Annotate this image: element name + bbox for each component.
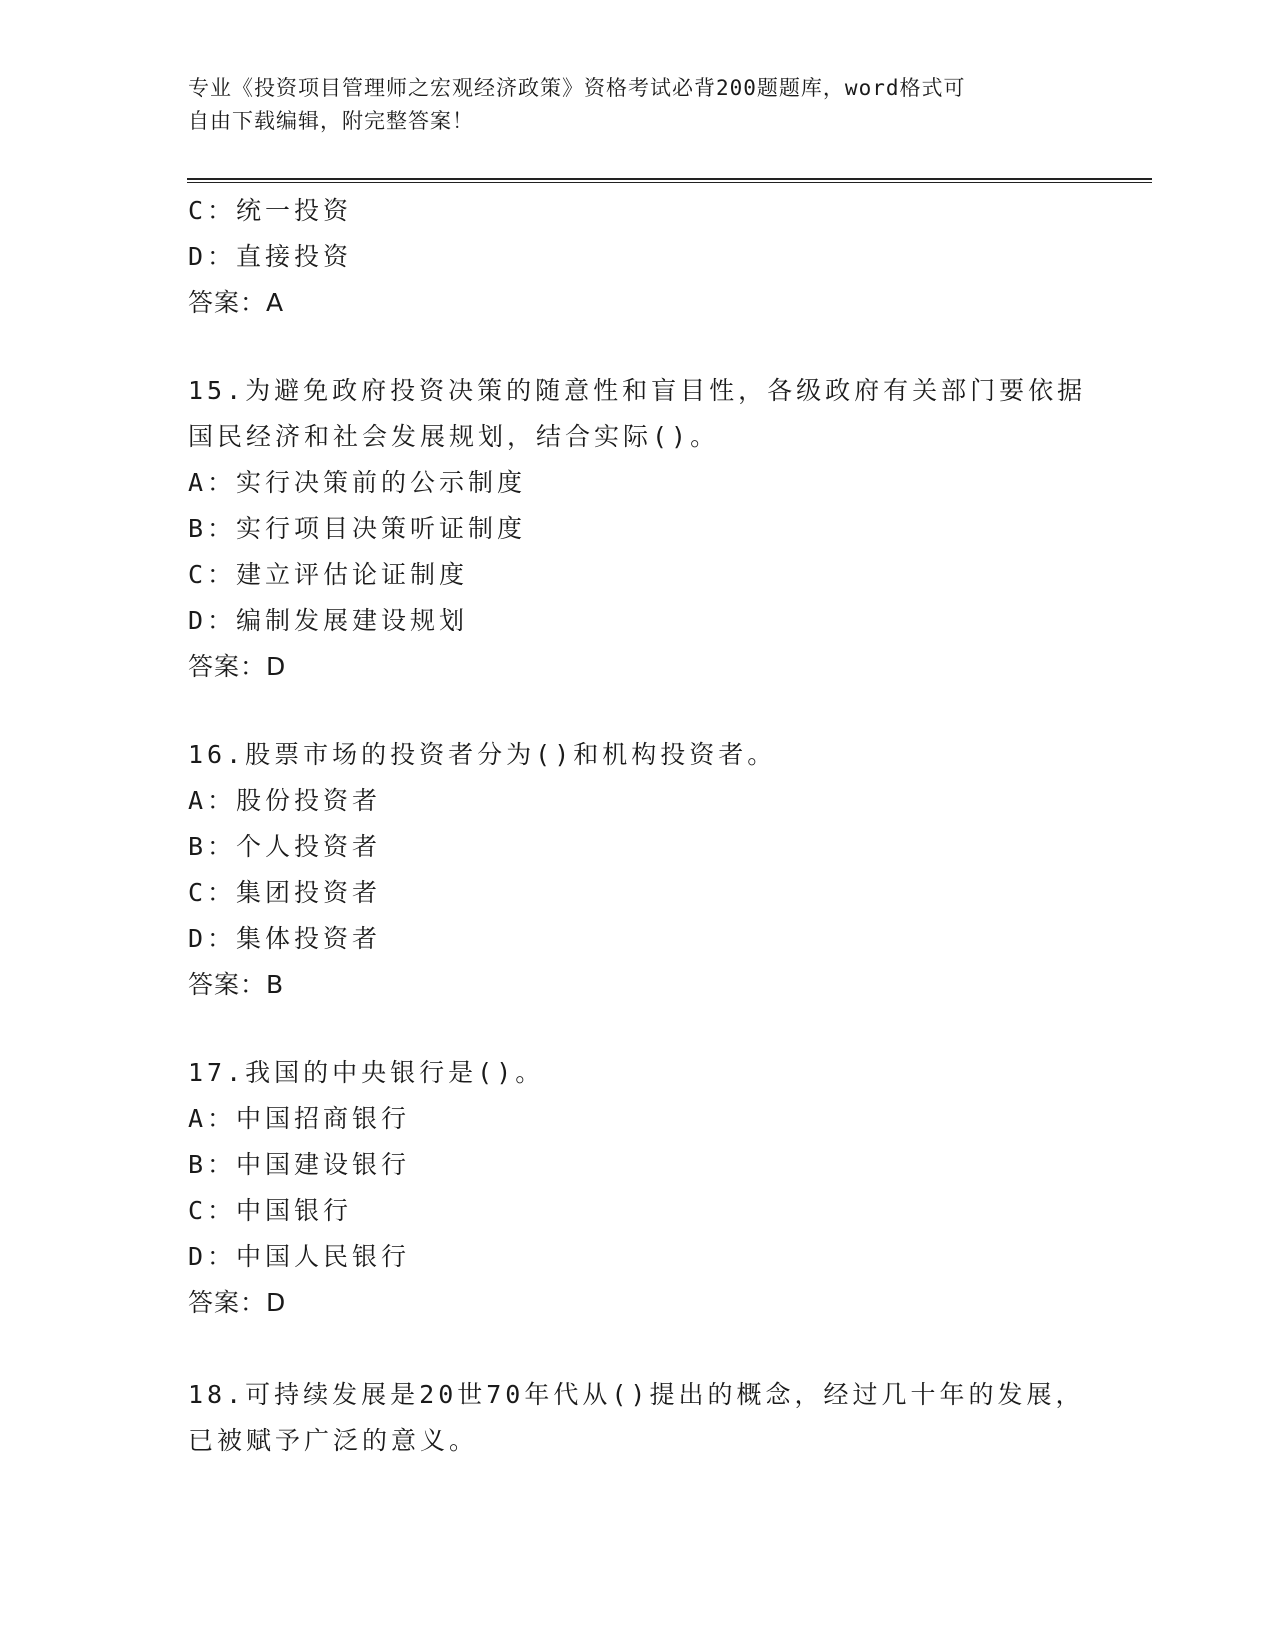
option-c: C：统一投资 [188,196,353,225]
header-line-1: 专业《投资项目管理师之宏观经济政策》资格考试必背200题题库，word格式可 [188,76,966,100]
option-a: A：实行决策前的公示制度 [188,468,527,497]
question-15 [188,368,1108,690]
question-16 [188,732,1108,1008]
option-d: D：集体投资者 [188,924,382,953]
document-header [188,72,1088,138]
question-stem: 15.为避免政府投资决策的随意性和盲目性，各级政府有关部门要依据 [188,376,1087,405]
option-b: B：个人投资者 [188,832,382,861]
question-stem: 17.我国的中央银行是()。 [188,1058,545,1087]
answer: 答案：B [188,970,285,999]
option-d: D：编制发展建设规划 [188,606,469,635]
spacer [188,690,1108,732]
spacer [188,1008,1108,1050]
answer: 答案：A [188,288,285,317]
answer: 答案：D [188,1288,287,1317]
answer: 答案：D [188,652,287,681]
question-14-tail [188,188,1108,326]
question-18 [188,1372,1108,1464]
spacer [188,1326,1108,1372]
option-d: D：中国人民银行 [188,1242,411,1271]
option-a: A：中国招商银行 [188,1104,411,1133]
question-stem-continued: 已被赋予广泛的意义。 [188,1426,479,1455]
question-list [188,188,1108,1464]
header-divider [187,178,1152,183]
option-b: B：实行项目决策听证制度 [188,514,527,543]
option-d: D：直接投资 [188,242,353,271]
spacer [188,326,1108,368]
option-c: C：中国银行 [188,1196,353,1225]
option-c: C：建立评估论证制度 [188,560,469,589]
option-b: B：中国建设银行 [188,1150,411,1179]
option-a: A：股份投资者 [188,786,382,815]
question-17 [188,1050,1108,1326]
option-c: C：集团投资者 [188,878,382,907]
question-stem: 18.可持续发展是20世70年代从()提出的概念，经过几十年的发展， [188,1380,1085,1409]
header-line-2: 自由下载编辑，附完整答案！ [188,109,474,133]
question-stem: 16.股票市场的投资者分为()和机构投资者。 [188,740,777,769]
question-stem-continued: 国民经济和社会发展规划，结合实际()。 [188,422,720,451]
